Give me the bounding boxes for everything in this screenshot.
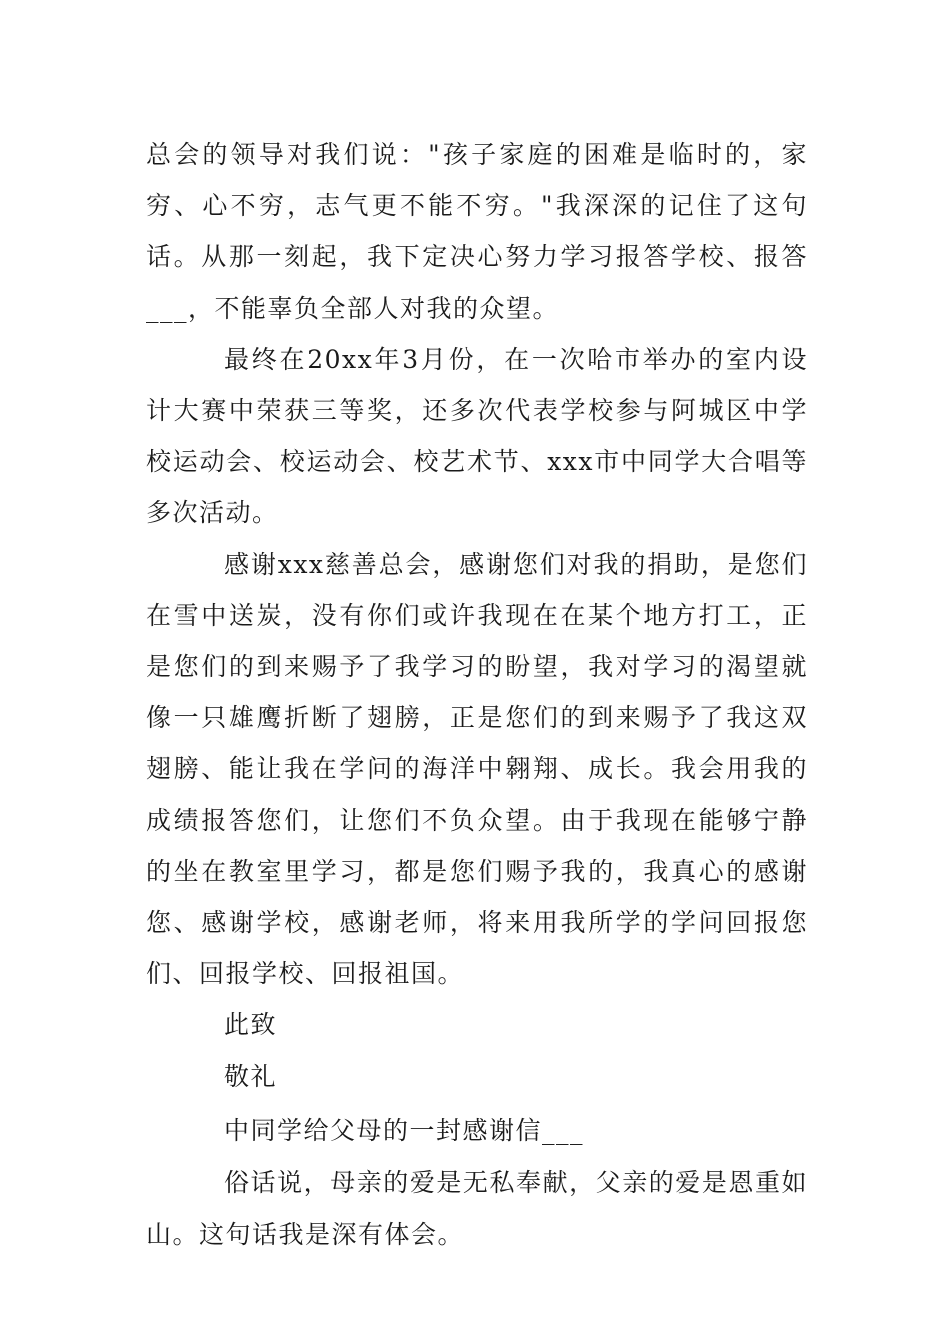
document-body — [146, 129, 808, 1260]
paragraph-proverb: 俗话说，母亲的爱是无私奉献，父亲的爱是恩重如山。这句话我是深有体会。 — [146, 1168, 808, 1249]
paragraph-thanks: 感谢xxx慈善总会，感谢您们对我的捐助，是您们在雪中送炭，没有你们或许我现在在某个地方打工，正是您们的到来赐予了我学习的盼望，我对学习的渴望就像一只雄鹰折断了翅膀，正是您们的到来赐予了我这双翅膀、能让我在学问的海洋中翱翔、成长。我会用我的成绩报答您们，让您们不负众望。由于我现在能够宁静的坐在教室里学习，都是您们赐予我的，我真心的感谢您、感谢学校，感谢老师，将来用我所学的学问回报您们、回报学校、回报祖国。 — [146, 549, 808, 989]
next-letter-title: 中同学给父母的一封感谢信___ — [224, 1116, 585, 1146]
paragraph-continuation: 总会的领导对我们说："孩子家庭的困难是临时的，家穷、心不穷，志气更不能不穷。"我深深的记住了这句话。从那一刻起，我下定决心努力学习报答学校、报答___，不能辜负全部人对我的众望。 — [146, 140, 808, 323]
closing-salutation: 此致 — [224, 1010, 278, 1040]
closing-regards: 敬礼 — [224, 1062, 278, 1092]
paragraph-award: 最终在20xx年3月份，在一次哈市举办的室内设计大赛中荣获三等奖，还多次代表学校参与阿城区中学校运动会、校运动会、校艺术节、xxx市中同学大合唱等多次活动。 — [146, 344, 808, 528]
